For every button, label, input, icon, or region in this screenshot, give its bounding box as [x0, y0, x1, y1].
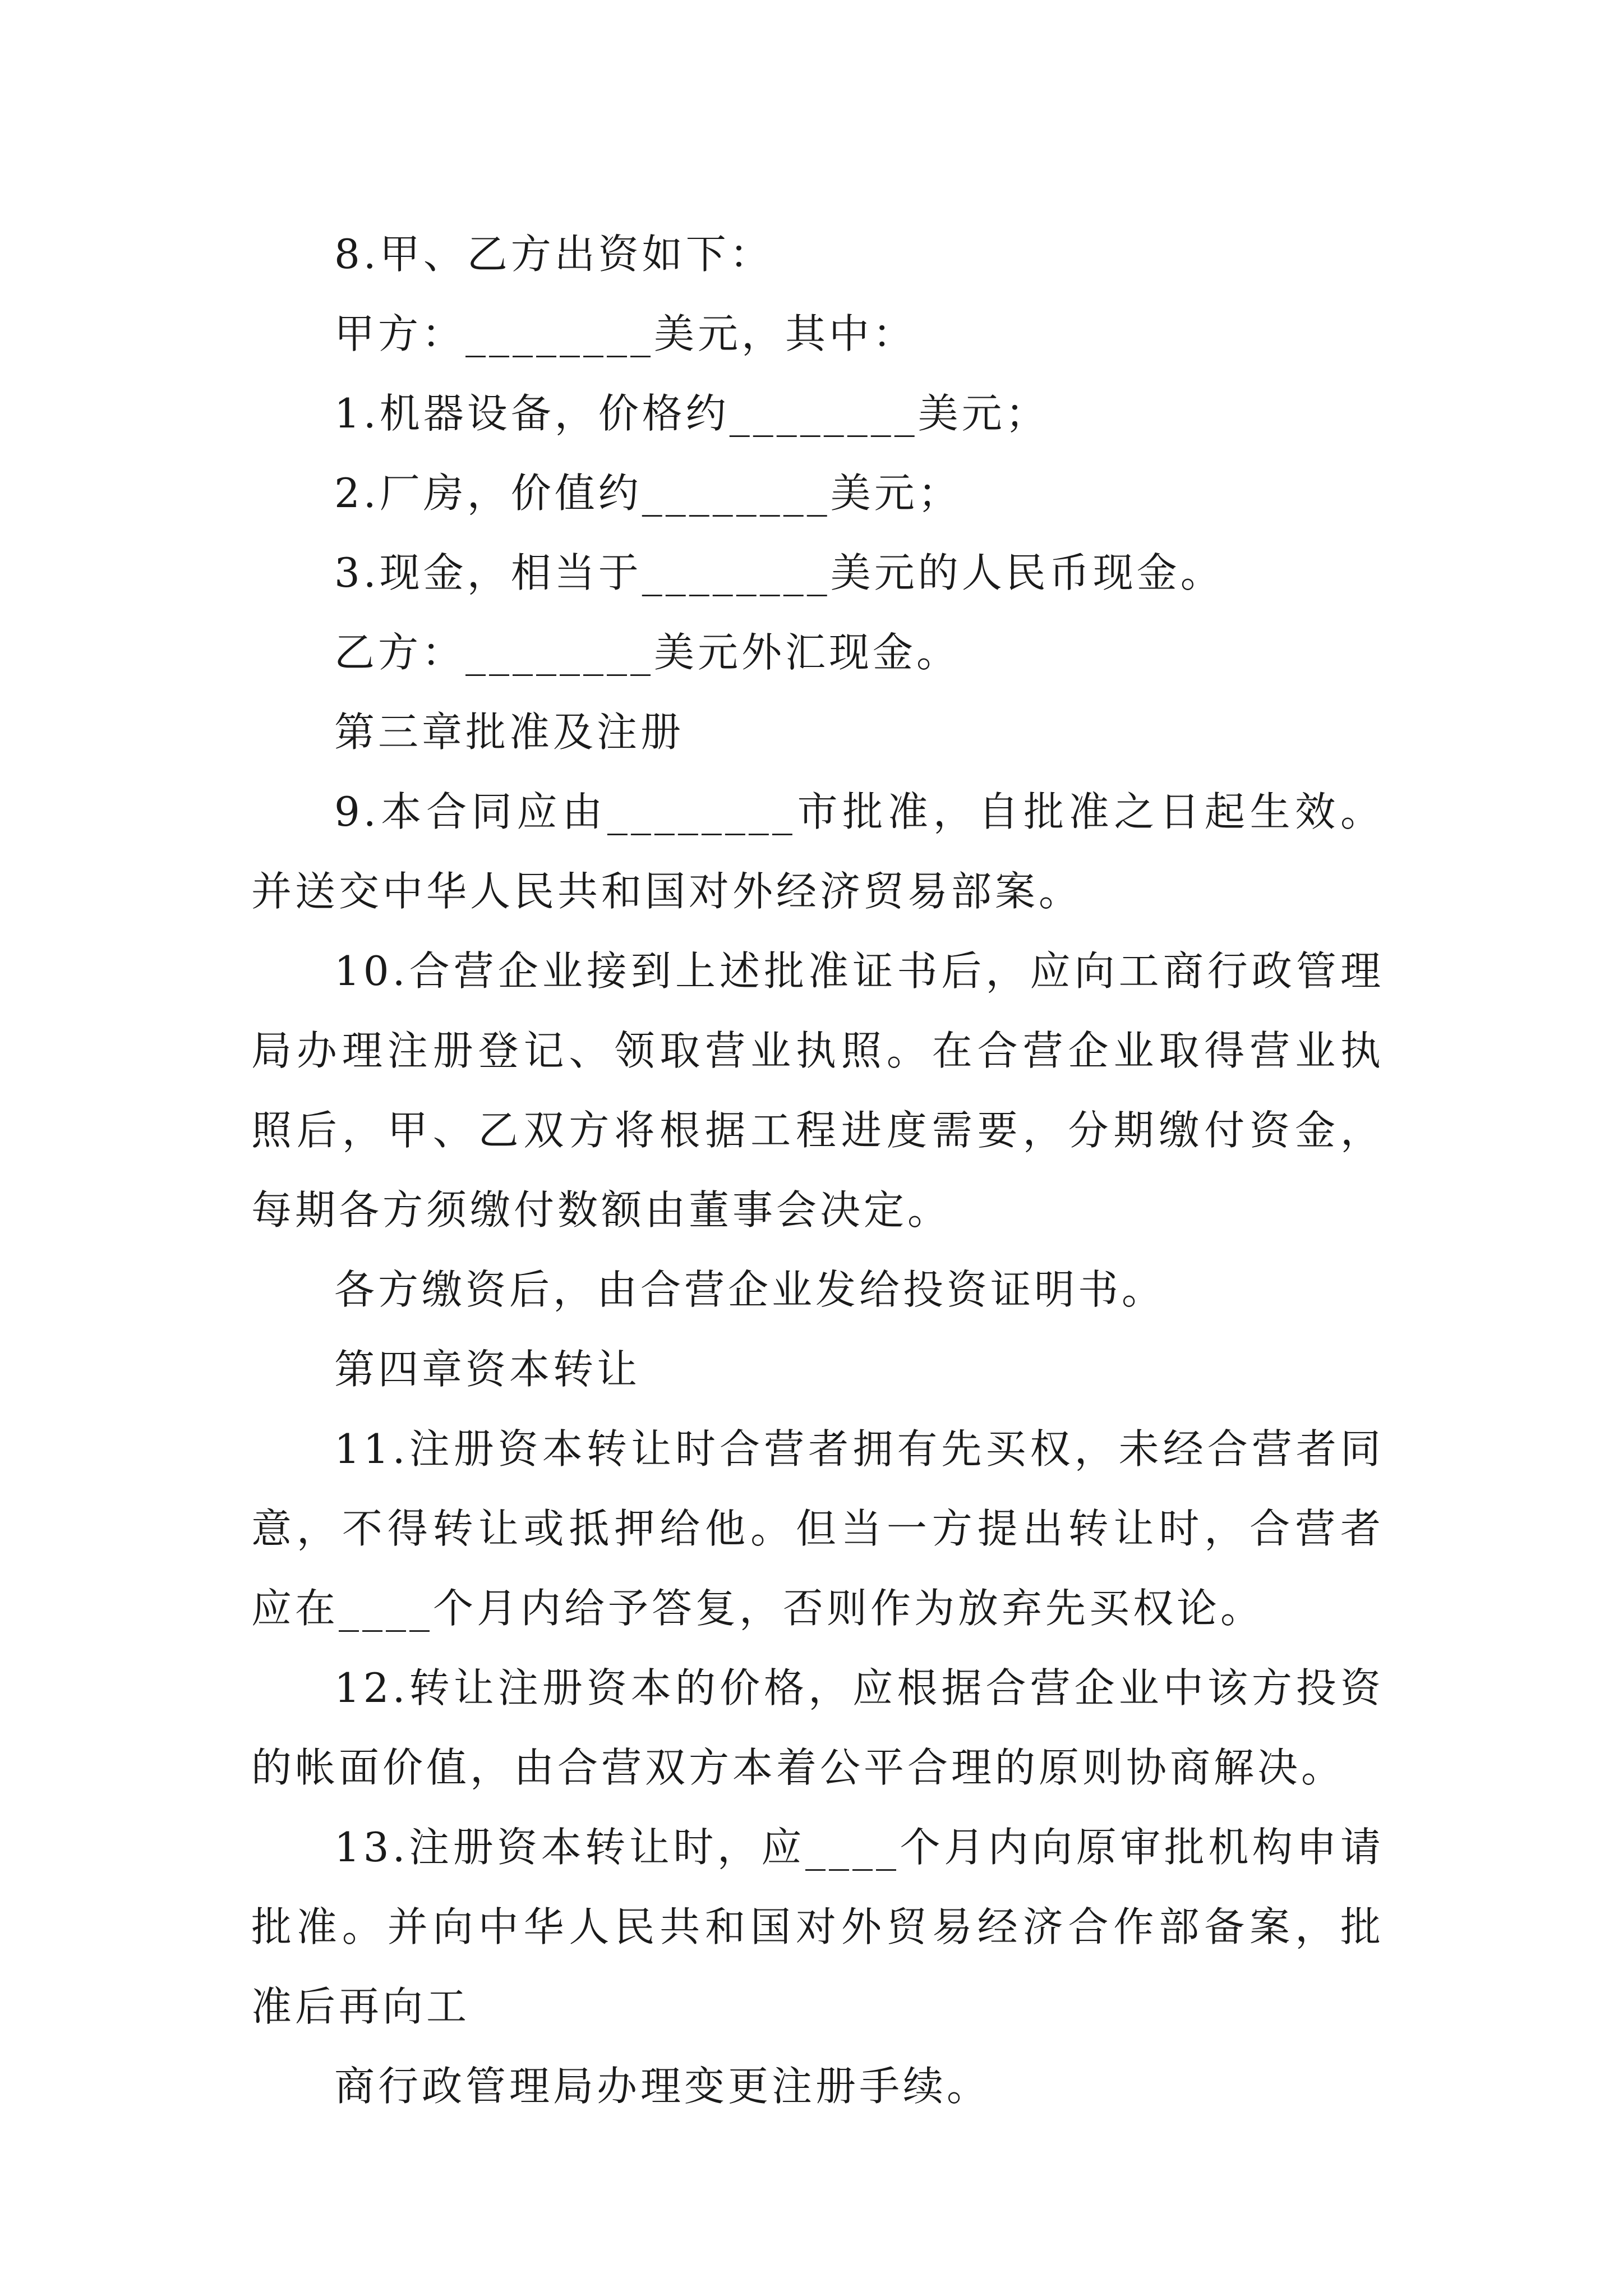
paragraph-clause-12: 12.转让注册资本的价格，应根据合营企业中该方投资的帐面价值，由合营双方本着公平合理的原则协商解决。	[251, 1664, 1384, 1791]
paragraph-contribution-intro: 8.甲、乙方出资如下：	[334, 231, 773, 278]
paragraph-party-b: 乙方：________美元外汇现金。	[334, 629, 961, 676]
paragraph-clause-13: 13.注册资本转让时，应____个月内向原审批机构申请批准。并向中华人民共和国对外贸易经济合作部备案，批准后再向工	[251, 1824, 1384, 2030]
paragraph-cash: 3.现金，相当于________美元的人民币现金。	[334, 549, 1224, 596]
paragraph-factory: 2.厂房，价值约________美元；	[334, 470, 962, 517]
paragraph-clause-10: 10.合营企业接到上述批准证书后，应向工商行政管理局办理注册登记、领取营业执照。在合营企业取得营业执照后，甲、乙双方将根据工程进度需要，分期缴付资金，每期各方须缴付数额由董事会决定。	[251, 947, 1384, 1234]
paragraph-clause-9: 9.本合同应由________市批准，自批准之日起生效。并送交中华人民共和国对外经济贸易部案。	[251, 788, 1384, 915]
paragraph-clause-11: 11.注册资本转让时合营者拥有先买权，未经合营者同意，不得转让或抵押给他。但当一方提出转让时，合营者应在____个月内给予答复，否则作为放弃先买权论。	[251, 1425, 1384, 1632]
paragraph-machinery: 1.机器设备，价格约________美元；	[334, 390, 1049, 437]
paragraph-party-a-total: 甲方：________美元，其中：	[334, 310, 917, 357]
chapter-3-heading: 第三章批准及注册	[334, 708, 685, 756]
paragraph-investment-certificate: 各方缴资后，由合营企业发给投资证明书。	[334, 1266, 1166, 1313]
chapter-4-heading: 第四章资本转让	[334, 1346, 641, 1393]
paragraph-clause-13-continued: 商行政管理局办理变更注册手续。	[334, 2063, 991, 2110]
document-body	[251, 214, 1384, 2126]
